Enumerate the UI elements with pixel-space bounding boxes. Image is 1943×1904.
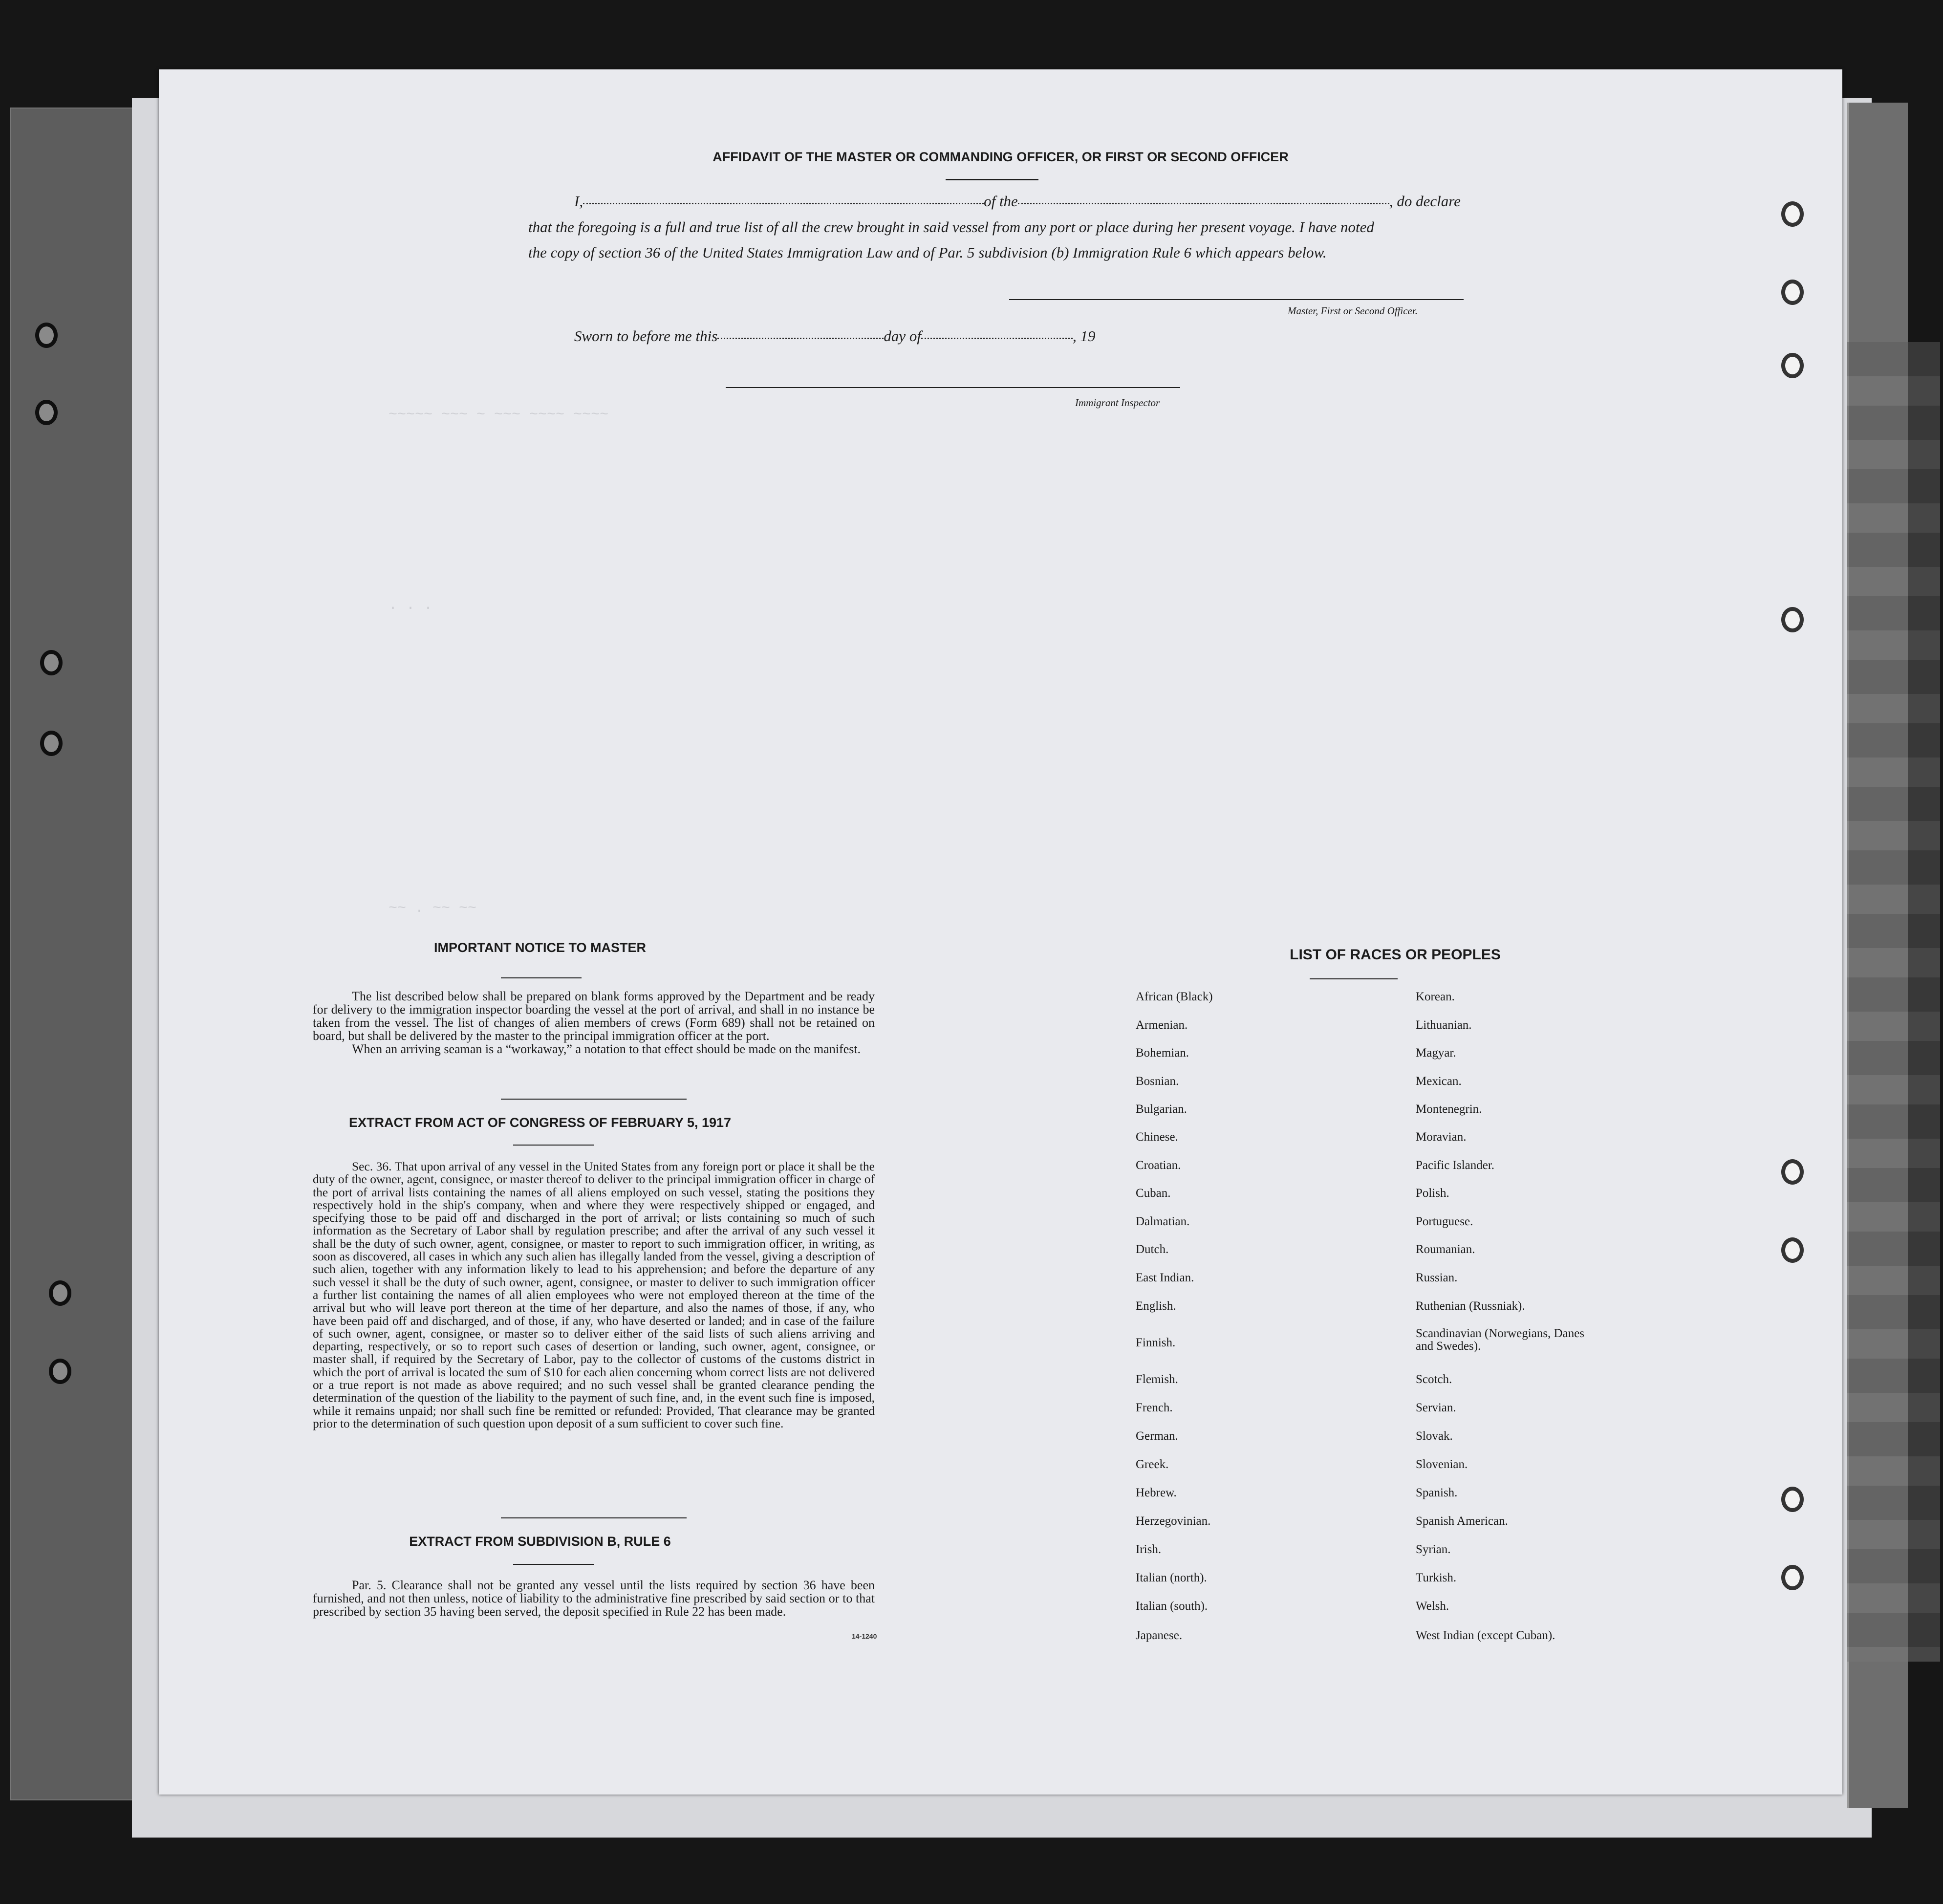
sworn-day-blank (717, 338, 884, 339)
master-caption: Master, First or Second Officer. (1288, 305, 1418, 317)
race-item: Bohemian. (1136, 1046, 1189, 1060)
race-item: Armenian. (1136, 1018, 1188, 1032)
bleed-through-text: ~~ . ~~ ~~ (389, 900, 477, 917)
races-divider (1310, 978, 1398, 979)
race-item: African (Black) (1136, 990, 1213, 1003)
race-item: Finnish. (1136, 1336, 1176, 1349)
affidavit-i-label: I, (574, 193, 583, 210)
title-divider (946, 179, 1038, 180)
races-title: LIST OF RACES OR PEOPLES (1290, 947, 1501, 963)
race-item: Pacific Islander. (1416, 1159, 1495, 1172)
race-item: West Indian (except Cuban). (1416, 1629, 1555, 1642)
race-item: Italian (north). (1136, 1571, 1207, 1584)
punch-hole-icon (1781, 1487, 1804, 1512)
inspector-signature-line (726, 387, 1180, 388)
act-divider (513, 1145, 594, 1146)
sworn-day-label: day of (884, 327, 921, 345)
race-item: Slovenian. (1416, 1458, 1468, 1471)
vessel-blank (1018, 203, 1389, 204)
punch-hole-icon (1781, 201, 1804, 227)
race-item: Dalmatian. (1136, 1215, 1190, 1228)
binder-hole-icon (49, 1280, 71, 1306)
race-item: Moravian. (1416, 1130, 1467, 1144)
race-item: Hebrew. (1136, 1486, 1177, 1499)
inspector-caption: Immigrant Inspector (1075, 397, 1160, 409)
affidavit-line-2: that the foregoing is a full and true list of all the crew brought in said vessel from any port or place during her present voyage. I have noted (528, 218, 1374, 236)
punch-hole-icon (1781, 1237, 1804, 1263)
rule-extract-text (313, 1579, 875, 1618)
affidavit-of-label: of the (984, 193, 1018, 210)
affidavit-title: AFFIDAVIT OF THE MASTER OR COMMANDING OFFICER, OR FIRST OR SECOND OFFICER (712, 150, 1289, 164)
race-item: Italian (south). (1136, 1600, 1208, 1613)
notice-title: IMPORTANT NOTICE TO MASTER (434, 940, 646, 955)
race-item: Portuguese. (1416, 1215, 1473, 1228)
affidavit-line-1 (574, 193, 1461, 210)
race-item: Lithuanian. (1416, 1018, 1472, 1032)
master-signature-line (1009, 299, 1464, 300)
act-section-36: Sec. 36. That upon arrival of any vessel in the United States from any foreign port or place it shall be the duty of the owner, agent, consignee, or master thereof to deliver to the principal immigration officer in charge of the port of arrival lists containing the names of all aliens employed on such vessel, stating the positions they respectively hold in the ship's company, when and where they were respectively shipped or engaged, and specifying those to be paid off and discharged in the port of arrival; or lists containing so much of such information as the Secretary of Labor shall by regulation prescribe; and after the arrival of any such vessel it shall be the duty of such owner, agent, consignee, or master to report to such immigration officer, in writing, as soon as discovered, all cases in which any such alien has illegally landed from the vessel, giving a description of such alien, together with any information likely to lead to his apprehension; and before the departure of any such vessel it shall be the duty of such owner, agent, consignee, or master to deliver to such immigration officer a further list containing the names of all alien employees who were not employed thereon at the time of the arrival but who will leave port thereon at the time of her departure, and also the names of those, if any, who have been paid off and discharged, and of those, if any, who have deserted or landed; and in case of the failure of such owner, agent, consignee, or master so to deliver either of the said lists of such aliens arriving and departing, respectively, or so to report such cases of desertion or landing, such owner, agent, consignee, or master shall, if required by the Secretary of Labor, pay to the collector of customs of the customs district in which the port of arrival is located the sum of $10 for each alien concerning whom correct lists are not delivered or a true report is not made as above required; and no such vessel shall be granted clearance pending the determination of the question of the liability to the payment of such fine, and, in the event such fine is imposed, while it remains unpaid; nor shall such fine be remitted or refunded: Provided, That clearance may be granted prior to the determination of such question upon deposit of a sum sufficient to cover such fine. (313, 1159, 875, 1430)
binder-hole-icon (40, 650, 63, 675)
race-item: Syrian. (1416, 1543, 1451, 1556)
punch-hole-icon (1781, 1159, 1804, 1185)
race-item: Japanese. (1136, 1629, 1183, 1642)
affidavit-line-3: the copy of section 36 of the United States Immigration Law and of Par. 5 subdivision (b) Immigration Rule 6 which appears below. (528, 244, 1327, 261)
race-item: English. (1136, 1299, 1176, 1313)
race-item: Chinese. (1136, 1130, 1178, 1144)
sworn-prefix: Sworn to before me this (574, 327, 718, 345)
race-item: Roumanian. (1416, 1243, 1475, 1256)
sworn-line (574, 327, 1095, 345)
race-item: Mexican. (1416, 1075, 1462, 1088)
punch-hole-icon (1781, 607, 1804, 632)
race-item: Spanish. (1416, 1486, 1458, 1499)
race-item: Spanish American. (1416, 1515, 1508, 1528)
punch-hole-icon (1781, 1565, 1804, 1590)
notice-paragraph-2: When an arriving seaman is a “workaway,” a notation to that effect should be made on the manifest. (352, 1042, 861, 1056)
affidavit-declare-label: , do declare (1389, 193, 1461, 210)
race-item: Bulgarian. (1136, 1103, 1187, 1116)
race-item: Servian. (1416, 1401, 1456, 1414)
race-item: Irish. (1136, 1543, 1162, 1556)
race-item: Russian. (1416, 1271, 1458, 1284)
bleed-through-text: . . . (389, 597, 433, 614)
bleed-through-strip (1847, 342, 1940, 1662)
binder-hole-icon (35, 400, 58, 425)
race-item: Croatian. (1136, 1159, 1181, 1172)
race-item: Dutch. (1136, 1243, 1169, 1256)
race-item: Cuban. (1136, 1187, 1171, 1200)
act-extract-text (313, 1160, 875, 1430)
race-item: Slovak. (1416, 1429, 1453, 1443)
race-item: Flemish. (1136, 1373, 1178, 1386)
binder-hole-icon (35, 323, 58, 348)
race-item: Bosnian. (1136, 1075, 1179, 1088)
punch-hole-icon (1781, 280, 1804, 305)
section-divider (501, 1099, 687, 1100)
race-item: Montenegrin. (1416, 1103, 1482, 1116)
manifest-page (159, 69, 1842, 1795)
race-item: Magyar. (1416, 1046, 1456, 1060)
rule-paragraph: Par. 5. Clearance shall not be granted any vessel until the lists required by section 36 have been furnished, and not then unless, notice of liability to the administrative fine prescribed by said section or to that prescribed by section 35 having been served, the deposit specified in Rule 22 has been made. (313, 1578, 875, 1619)
race-item: Polish. (1416, 1187, 1449, 1200)
race-item: French. (1136, 1401, 1173, 1414)
race-item: Welsh. (1416, 1600, 1449, 1613)
rule-extract-title: EXTRACT FROM SUBDIVISION B, RULE 6 (409, 1534, 671, 1549)
race-item: Greek. (1136, 1458, 1169, 1471)
name-blank (583, 203, 984, 204)
section-divider (501, 1517, 687, 1518)
binder-hole-icon (40, 731, 63, 756)
form-number: 14-1240 (852, 1632, 877, 1640)
race-item: East Indian. (1136, 1271, 1194, 1284)
race-item: German. (1136, 1429, 1178, 1443)
sworn-year-label: , 19 (1072, 327, 1096, 345)
race-item: Korean. (1416, 990, 1455, 1003)
race-item: Turkish. (1416, 1571, 1457, 1584)
sworn-month-blank (921, 338, 1073, 339)
punch-hole-icon (1781, 353, 1804, 378)
bleed-through-text: ~~~~~ ~~~ ~ ~~~ ~~~~ ~~~~ (389, 407, 609, 423)
notice-divider (501, 977, 582, 978)
race-item: Scandinavian (Norwegians, Danes and Swedes). (1416, 1327, 1585, 1353)
race-item: Ruthenian (Russniak). (1416, 1299, 1525, 1313)
race-item: Scotch. (1416, 1373, 1452, 1386)
act-extract-title: EXTRACT FROM ACT OF CONGRESS OF FEBRUARY 5, 1917 (348, 1115, 732, 1130)
race-item: Herzegovinian. (1136, 1515, 1211, 1528)
rule-divider (513, 1564, 594, 1565)
notice-text (313, 990, 875, 1056)
binder-hole-icon (49, 1359, 71, 1384)
notice-paragraph-1: The list described below shall be prepared on blank forms approved by the Department and be ready for delivery to the immigration inspector boarding the vessel at the port of arrival, and shall in no instance be taken from the vessel. The list of changes of alien members of crews (Form 689) shall not be retained on board, but shall be delivered by the master to the principal immigration officer at the port. (313, 989, 875, 1043)
